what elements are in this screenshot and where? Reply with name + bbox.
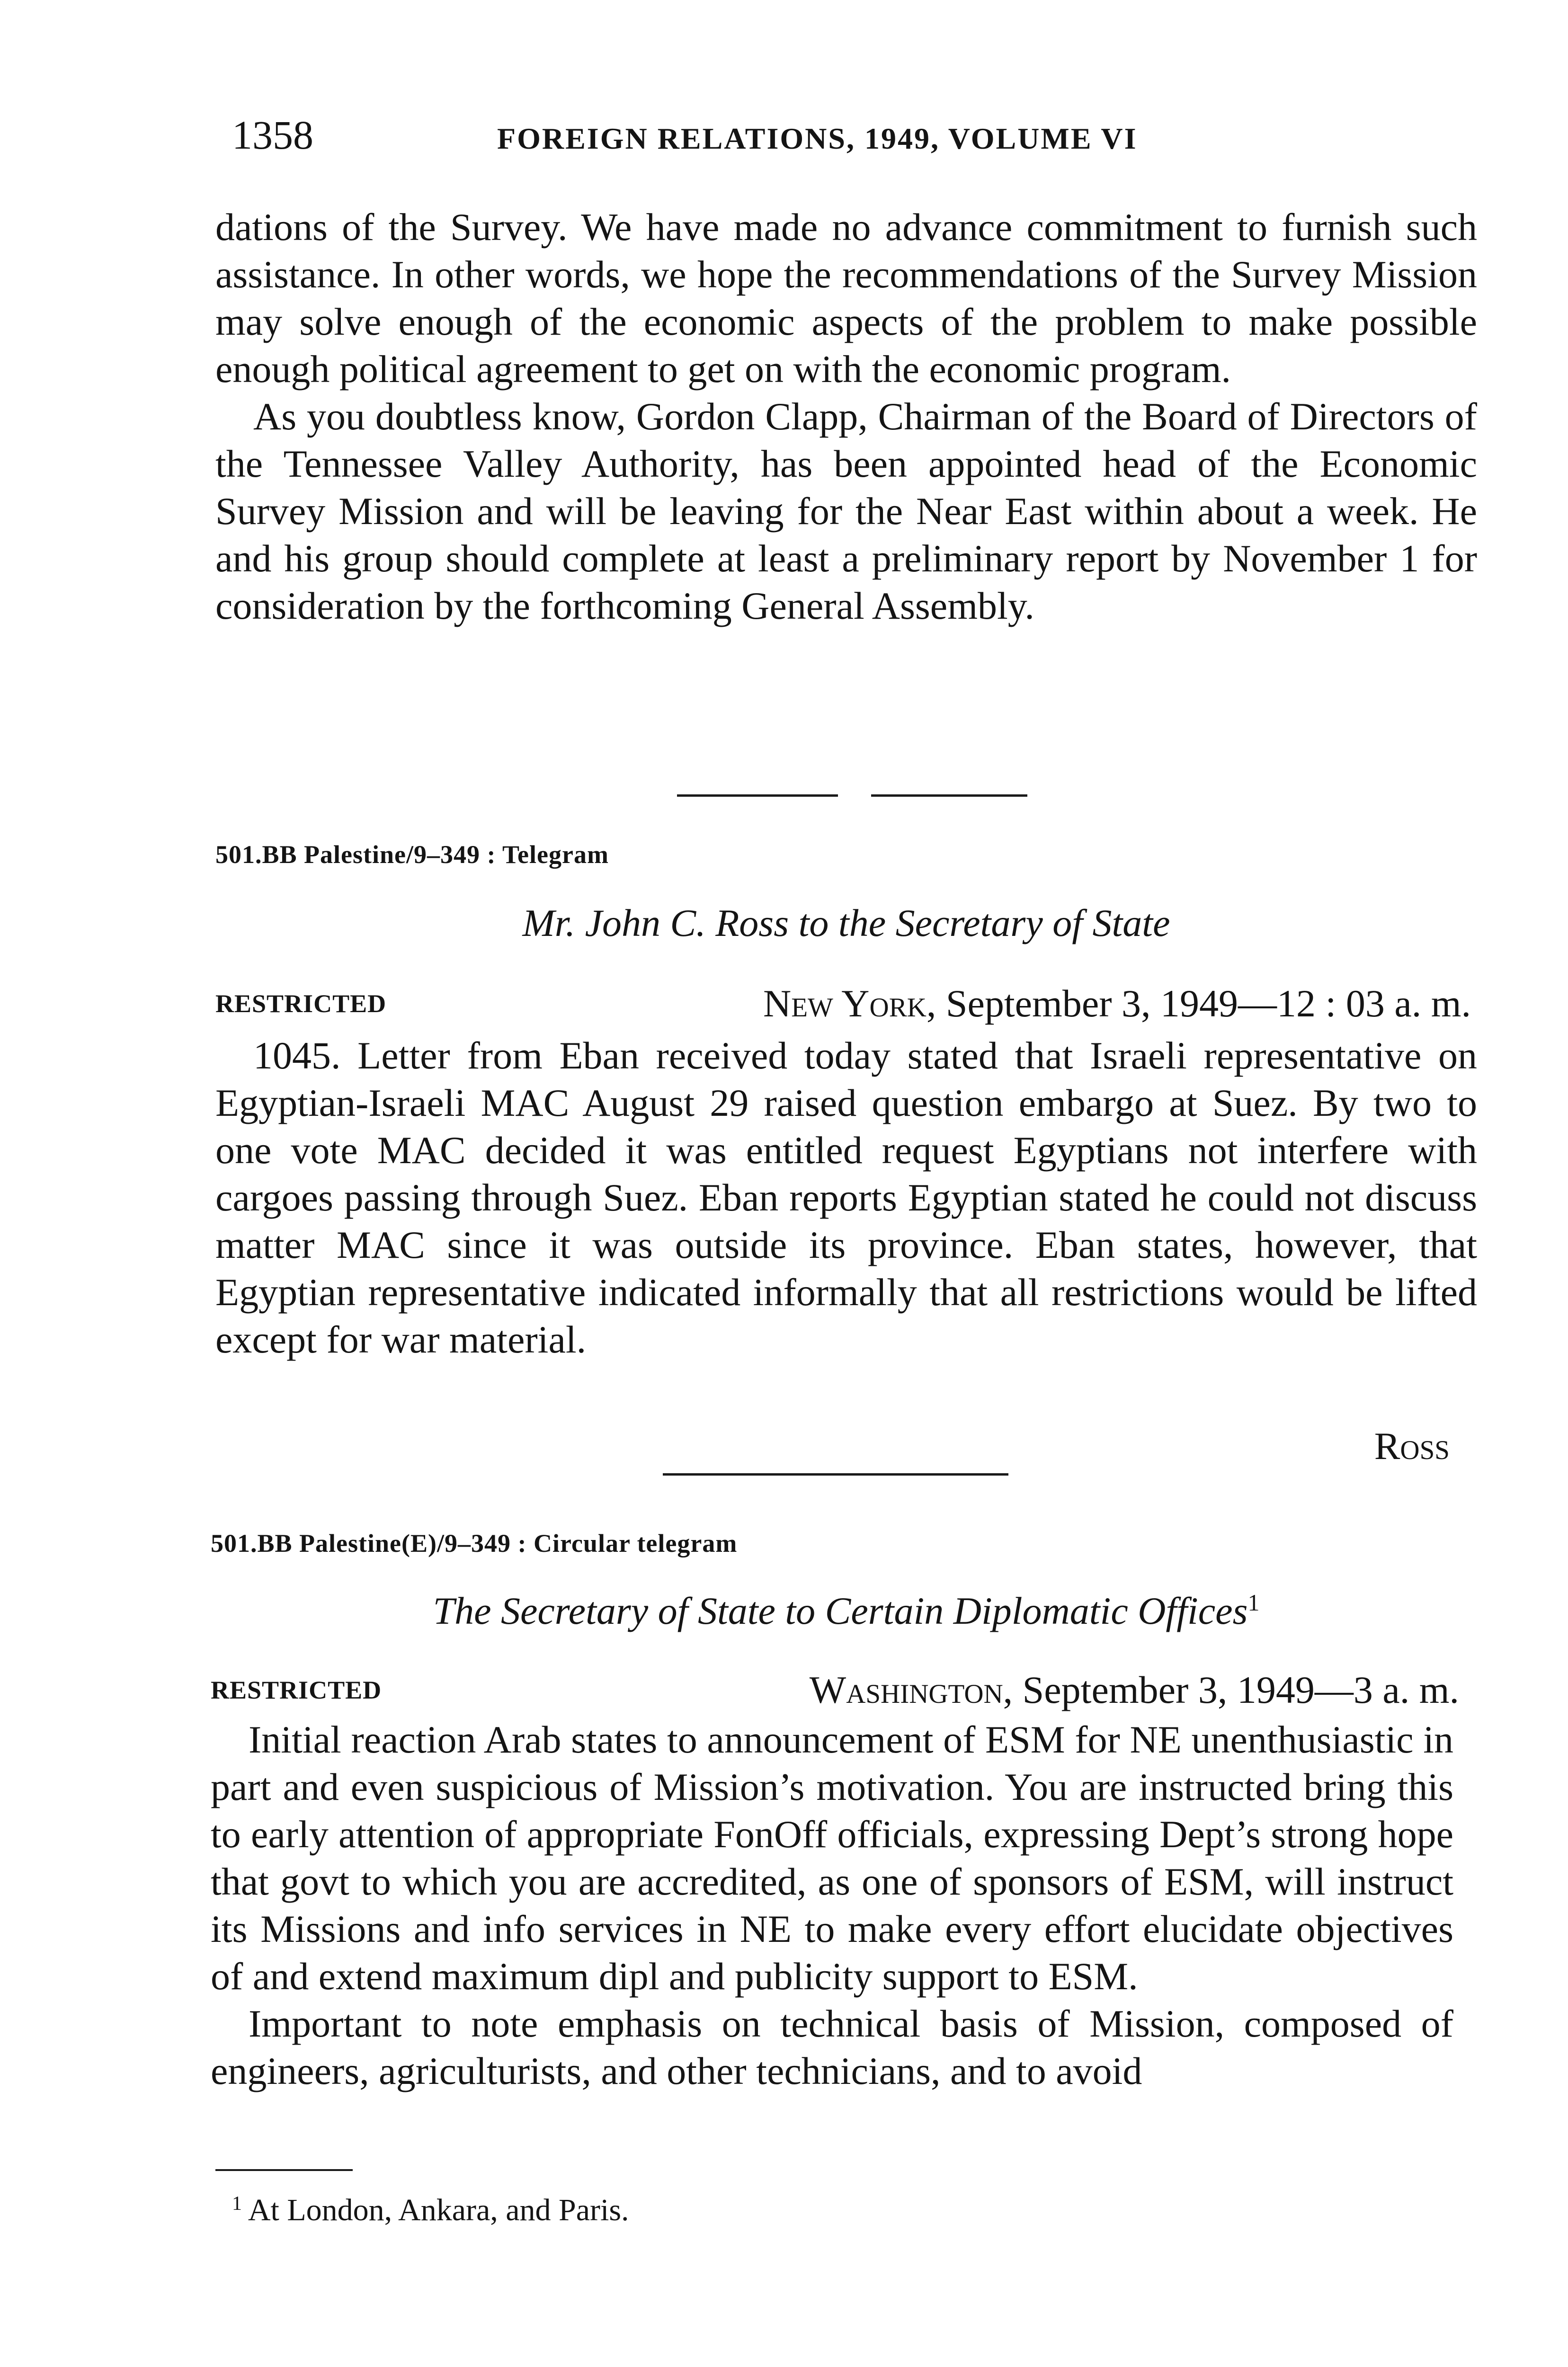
continuation-paragraph-2: As you doubtless know, Gordon Clapp, Chairman of the Board of Directors of the Tennessee Valley Authority, has been appointed head of the Economic Survey Mission and will be leaving for the Near East within about a week. He and his group should complete at least a preliminary report by November 1 for consideration by the forthcoming General Assembly.	[215, 395, 1477, 627]
doc2-title-footnote-mark: 1	[1247, 1589, 1260, 1616]
continuation-paragraph-1: dations of the Survey. We have made no advance commitment to furnish such assistance. In other words, we hope the recommendations of the Survey Mission may solve enough of the economic aspects of the problem to make possible enough political agreement to get on with the economic program.	[215, 205, 1477, 391]
doc1-body: 1045. Letter from Eban received today stated that Israeli representative on Egyptian-Israeli MAC August 29 raised question embargo at Suez. By two to one vote MAC decided it was entitled request Egyptians not interfere with cargoes passing through Suez. Eban reports Egyptian stated he could not discuss matter MAC since it was outside its province. Eban states, however, that Egyptian representative indicated informally that all restrictions would be lifted except for war material.	[215, 1034, 1477, 1361]
continuation-text	[215, 204, 1477, 630]
doc2-file-reference: 501.BB Palestine(E)/9–349 : Circular telegram	[211, 1529, 738, 1557]
footnote-rule	[215, 2169, 353, 2171]
section-divider-left	[677, 794, 838, 797]
doc2-paragraph-2: Important to note emphasis on technical basis of Mission, composed of engineers, agriculturists, and other technicians, and to avoid	[211, 2002, 1453, 2092]
doc2-classification: RESTRICTED	[211, 1676, 382, 1704]
footnote-text: At London, Ankara, and Paris.	[248, 2193, 629, 2227]
page-number: 1358	[232, 112, 313, 158]
doc1-dateline-date: September 3, 1949—12 : 03 a. m.	[945, 982, 1471, 1025]
doc2-title-text: The Secretary of State to Certain Diplomatic Offices	[433, 1589, 1248, 1632]
doc1-title: Mr. John C. Ross to the Secretary of State	[522, 901, 1170, 944]
doc1-signature: Ross	[1374, 1424, 1450, 1468]
doc2-paragraph-1: Initial reaction Arab states to announcement of ESM for NE unenthusiastic in part and even suspicious of Mission’s motivation. You are instructed bring this to early attention of appropriate FonOff officials, expressing Dept’s strong hope that govt to which you are accredited, as one of sponsors of ESM, will instruct its Missions and info services in NE to make every effort elucidate objectives of and extend maximum dipl and publicity support to ESM.	[211, 1718, 1453, 1998]
doc2-dateline	[810, 1666, 1459, 1714]
section-divider	[663, 1473, 1008, 1476]
doc1-file-reference: 501.BB Palestine/9–349 : Telegram	[215, 840, 609, 869]
footnote	[232, 2185, 629, 2229]
doc2-dateline-date: September 3, 1949—3 a. m.	[1022, 1668, 1459, 1711]
doc2-body-block	[211, 1716, 1453, 2095]
doc1-dateline-place: New York,	[763, 982, 936, 1025]
page-header	[232, 111, 1482, 163]
doc2-title	[215, 1579, 1477, 1635]
doc1-body-block	[215, 1032, 1477, 1363]
doc1-dateline	[763, 980, 1471, 1027]
doc1-classification: RESTRICTED	[215, 989, 387, 1018]
footnote-mark: 1	[232, 2193, 242, 2215]
doc2-dateline-place: Washington,	[809, 1668, 1013, 1711]
section-divider-right	[871, 794, 1027, 797]
running-head: FOREIGN RELATIONS, 1949, VOLUME VI	[497, 122, 1138, 155]
